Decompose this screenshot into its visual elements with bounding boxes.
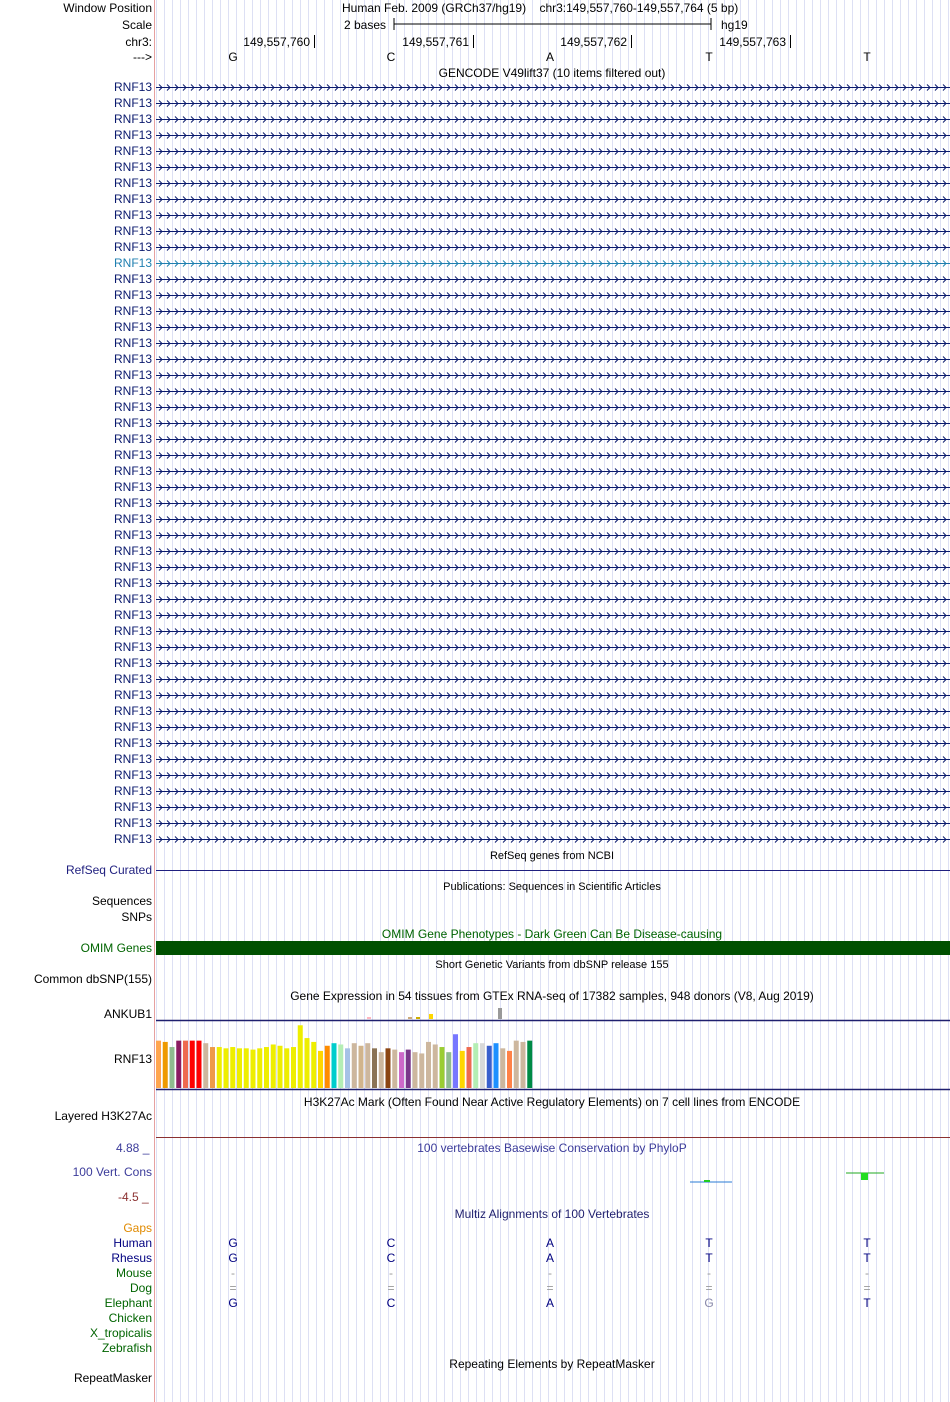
multiz-base: A xyxy=(545,1236,555,1250)
gencode-gene-label[interactable]: RNF13 xyxy=(113,480,152,494)
gtex-rnf13-bar xyxy=(386,1048,391,1088)
gencode-transcript[interactable] xyxy=(156,384,950,398)
gtex-rnf13-bar xyxy=(460,1051,465,1088)
gencode-gene-label[interactable]: RNF13 xyxy=(113,704,152,718)
gencode-transcript[interactable] xyxy=(156,432,950,446)
gtex-rnf13-bar xyxy=(392,1050,397,1088)
gencode-transcript[interactable] xyxy=(156,96,950,110)
gencode-gene-label[interactable]: RNF13 xyxy=(113,544,152,558)
gtex-rnf13-bar xyxy=(325,1046,330,1088)
gtex-rnf13-bar xyxy=(433,1044,438,1088)
gencode-transcript[interactable] xyxy=(156,640,950,654)
gencode-gene-label[interactable]: RNF13 xyxy=(113,96,152,110)
gtex-rnf13-bar xyxy=(183,1041,188,1088)
gtex-rnf13-bar xyxy=(379,1052,384,1088)
multiz-species-label[interactable]: Dog xyxy=(129,1281,152,1295)
gencode-gene-label[interactable]: RNF13 xyxy=(113,784,152,798)
gencode-transcript[interactable] xyxy=(156,272,950,286)
gencode-transcript[interactable] xyxy=(156,320,950,334)
gencode-transcript[interactable] xyxy=(156,480,950,494)
gtex-rnf13-bar xyxy=(500,1048,505,1088)
strand-label: ---> xyxy=(133,50,152,64)
gtex-rnf13-bar xyxy=(426,1042,431,1088)
scale-label: Scale xyxy=(121,18,152,32)
gtex-rnf13-bar xyxy=(406,1050,411,1088)
gencode-transcript[interactable] xyxy=(156,672,950,686)
multiz-base: - xyxy=(231,1266,235,1280)
dbsnp-title[interactable]: Short Genetic Variants from dbSNP release 155 xyxy=(435,959,669,971)
gtex-rnf13-bar xyxy=(527,1041,532,1088)
multiz-base: = xyxy=(387,1281,395,1295)
gtex-rnf13-bar xyxy=(446,1052,451,1088)
gencode-gene-label[interactable]: RNF13 xyxy=(113,560,152,574)
gencode-transcript[interactable] xyxy=(156,656,950,670)
ruler-tick-mark xyxy=(473,35,474,48)
gtex-rnf13-bar xyxy=(251,1050,256,1088)
ruler-tick-mark xyxy=(631,35,632,48)
gtex-gene-ankub1[interactable]: ANKUB1 xyxy=(103,1007,152,1021)
gtex-rnf13-bar xyxy=(359,1046,364,1088)
gtex-gene-rnf13[interactable]: RNF13 xyxy=(113,1052,152,1066)
gtex-ankub1-bar xyxy=(367,1017,371,1019)
gencode-transcript[interactable] xyxy=(156,560,950,574)
gtex-rnf13-bar xyxy=(278,1046,283,1088)
gencode-gene-label[interactable]: RNF13 xyxy=(113,320,152,334)
gtex-rnf13-bar xyxy=(156,1041,161,1088)
omim-feature-bar[interactable] xyxy=(156,941,950,955)
gtex-rnf13-bar xyxy=(291,1047,296,1088)
gencode-gene-label[interactable]: RNF13 xyxy=(113,112,152,126)
multiz-title[interactable]: Multiz Alignments of 100 Vertebrates xyxy=(454,1207,650,1221)
gencode-gene-label[interactable]: RNF13 xyxy=(113,720,152,734)
gencode-transcript[interactable] xyxy=(156,800,950,814)
gencode-transcript[interactable] xyxy=(156,464,950,478)
gencode-transcript[interactable] xyxy=(156,736,950,750)
publications-sequences-label[interactable]: Sequences xyxy=(91,894,152,908)
gencode-gene-label[interactable]: RNF13 xyxy=(113,688,152,702)
gtex-rnf13-bar xyxy=(399,1052,404,1088)
gencode-transcript[interactable] xyxy=(156,512,950,526)
gencode-transcript[interactable] xyxy=(156,832,950,846)
gencode-gene-label[interactable]: RNF13 xyxy=(113,816,152,830)
gencode-transcript[interactable] xyxy=(156,128,950,142)
gtex-rnf13-bar xyxy=(284,1048,289,1088)
gencode-gene-label[interactable]: RNF13 xyxy=(113,80,152,94)
multiz-species-label[interactable]: Human xyxy=(113,1236,152,1250)
gtex-rnf13-bar xyxy=(480,1043,485,1088)
repeatmasker-title[interactable]: Repeating Elements by RepeatMasker xyxy=(449,1357,655,1371)
gtex-rnf13-bar xyxy=(224,1048,229,1088)
gtex-rnf13-bar xyxy=(197,1041,202,1088)
ruler-tick-label: 149,557,761 xyxy=(402,35,469,49)
gencode-transcript[interactable] xyxy=(156,352,950,366)
ruler-base: T xyxy=(863,50,871,64)
gencode-gene-label[interactable]: RNF13 xyxy=(113,736,152,750)
gencode-transcript[interactable] xyxy=(156,336,950,350)
scale-bar[interactable] xyxy=(390,16,715,32)
ruler-tick-label: 149,557,760 xyxy=(243,35,310,49)
gencode-gene-label[interactable]: RNF13 xyxy=(113,304,152,318)
phylop-label[interactable]: 100 Vert. Cons xyxy=(72,1165,152,1179)
multiz-base: T xyxy=(863,1296,871,1310)
gencode-gene-label[interactable]: RNF13 xyxy=(113,160,152,174)
scale-db: hg19 xyxy=(721,18,748,32)
gtex-rnf13-bar xyxy=(244,1048,249,1088)
gencode-gene-label[interactable]: RNF13 xyxy=(113,528,152,542)
multiz-base: - xyxy=(707,1266,711,1280)
gencode-gene-label[interactable]: RNF13 xyxy=(113,464,152,478)
chrom-label: chr3: xyxy=(125,35,152,49)
gtex-rnf13-bar xyxy=(521,1042,526,1088)
gencode-gene-label[interactable]: RNF13 xyxy=(113,368,152,382)
gtex-rnf13-bar xyxy=(440,1047,445,1088)
h3k27ac-baseline xyxy=(156,1137,950,1138)
gencode-transcript[interactable] xyxy=(156,368,950,382)
gencode-transcript[interactable] xyxy=(156,80,950,94)
gencode-gene-label[interactable]: RNF13 xyxy=(113,128,152,142)
gtex-rnf13-bar xyxy=(507,1051,512,1088)
ruler-tick-mark xyxy=(790,35,791,48)
gencode-title[interactable]: GENCODE V49lift37 (10 items filtered out) xyxy=(438,66,666,80)
gtex-rnf13-bar xyxy=(190,1041,195,1088)
multiz-base: G xyxy=(228,1251,238,1265)
gencode-transcript[interactable] xyxy=(156,816,950,830)
refseq-title[interactable]: RefSeq genes from NCBI xyxy=(489,850,615,862)
gencode-transcript[interactable] xyxy=(156,608,950,622)
gencode-transcript[interactable] xyxy=(156,144,950,158)
gencode-gene-label[interactable]: RNF13 xyxy=(113,176,152,190)
gencode-transcript[interactable] xyxy=(156,112,950,126)
gencode-transcript[interactable] xyxy=(156,752,950,766)
gtex-rnf13-bar xyxy=(487,1046,492,1088)
ruler-tick-mark xyxy=(314,35,315,48)
gencode-gene-label[interactable]: RNF13 xyxy=(113,768,152,782)
gtex-ankub1-bar xyxy=(408,1017,412,1019)
multiz-base: = xyxy=(229,1281,237,1295)
ruler-base: T xyxy=(705,50,713,64)
gtex-rnf13-bar xyxy=(217,1047,222,1088)
multiz-base: - xyxy=(548,1266,552,1280)
gencode-gene-label[interactable]: RNF13 xyxy=(113,192,152,206)
gencode-transcript[interactable] xyxy=(156,256,950,270)
gencode-gene-label[interactable]: RNF13 xyxy=(113,800,152,814)
gencode-transcript[interactable] xyxy=(156,576,950,590)
phylop-max-label: 4.88 _ xyxy=(116,1141,150,1155)
gencode-gene-label[interactable]: RNF13 xyxy=(113,608,152,622)
gtex-rnf13-bar xyxy=(264,1047,269,1088)
gencode-transcript[interactable] xyxy=(156,704,950,718)
gencode-gene-label[interactable]: RNF13 xyxy=(113,640,152,654)
gencode-gene-label[interactable]: RNF13 xyxy=(113,592,152,606)
gencode-gene-label[interactable]: RNF13 xyxy=(113,576,152,590)
gtex-rnf13-bar xyxy=(372,1048,377,1088)
repeatmasker-label[interactable]: RepeatMasker xyxy=(73,1371,152,1385)
gtex-rnf13-bar xyxy=(230,1047,235,1088)
gtex-rnf13-bar xyxy=(318,1051,323,1088)
multiz-base: = xyxy=(863,1281,871,1295)
multiz-base: C xyxy=(386,1251,396,1265)
gencode-transcript[interactable] xyxy=(156,192,950,206)
multiz-species-label[interactable]: Rhesus xyxy=(111,1251,152,1265)
gtex-rnf13-bar xyxy=(514,1041,519,1088)
gencode-gene-label[interactable]: RNF13 xyxy=(113,496,152,510)
omim-label[interactable]: OMIM Genes xyxy=(80,941,152,955)
assembly-title[interactable] xyxy=(342,1,738,15)
multiz-gaps-label[interactable]: Gaps xyxy=(123,1221,152,1235)
multiz-species-label[interactable]: Zebrafish xyxy=(101,1341,152,1355)
gtex-rnf13-bar xyxy=(210,1047,215,1088)
gencode-transcript[interactable] xyxy=(156,400,950,414)
gencode-gene-label[interactable]: RNF13 xyxy=(113,144,152,158)
multiz-base: C xyxy=(386,1296,396,1310)
gtex-rnf13-bar xyxy=(419,1053,424,1088)
multiz-base: T xyxy=(863,1236,871,1250)
multiz-species-label[interactable]: Chicken xyxy=(108,1311,152,1325)
gencode-gene-label[interactable]: RNF13 xyxy=(113,240,152,254)
phylop-min-label: -4.5 _ xyxy=(118,1190,149,1204)
gencode-transcript[interactable] xyxy=(156,528,950,542)
gtex-rnf13-bar xyxy=(352,1043,357,1088)
multiz-base: C xyxy=(386,1236,396,1250)
gencode-gene-label[interactable]: RNF13 xyxy=(113,448,152,462)
gencode-transcript[interactable] xyxy=(156,720,950,734)
gencode-transcript[interactable] xyxy=(156,416,950,430)
gencode-transcript[interactable] xyxy=(156,160,950,174)
gtex-rnf13-bar xyxy=(453,1034,458,1088)
multiz-base: G xyxy=(228,1236,238,1250)
gtex-expression-chart[interactable] xyxy=(156,1004,950,1092)
phylop-wiggle[interactable] xyxy=(156,1166,950,1190)
multiz-species-label[interactable]: Mouse xyxy=(115,1266,152,1280)
h3k27ac-title[interactable]: H3K27Ac Mark (Often Found Near Active Regulatory Elements) on 7 cell lines from ENCODE xyxy=(303,1095,801,1109)
multiz-base: - xyxy=(389,1266,393,1280)
multiz-base: = xyxy=(546,1281,554,1295)
gencode-gene-label[interactable]: RNF13 xyxy=(113,400,152,414)
ruler-base: A xyxy=(545,50,555,64)
refseq-feature-line[interactable] xyxy=(156,870,950,871)
gencode-transcript[interactable] xyxy=(156,224,950,238)
ruler-tick-label: 149,557,762 xyxy=(560,35,627,49)
gtex-title[interactable]: Gene Expression in 54 tissues from GTEx RNA-seq of 17382 samples, 948 donors (V8, Aug 2019) xyxy=(290,989,814,1003)
gencode-transcript[interactable] xyxy=(156,768,950,782)
publications-title[interactable]: Publications: Sequences in Scientific Articles xyxy=(443,881,661,893)
gencode-gene-label[interactable]: RNF13 xyxy=(113,752,152,766)
gtex-rnf13-bar xyxy=(365,1043,370,1088)
assembly-name: Human Feb. 2009 (GRCh37/hg19) xyxy=(342,1,527,15)
gencode-transcript[interactable] xyxy=(156,624,950,638)
multiz-base: G xyxy=(704,1296,714,1310)
gencode-transcript[interactable] xyxy=(156,496,950,510)
gencode-gene-label[interactable]: RNF13 xyxy=(113,352,152,366)
gencode-gene-label[interactable]: RNF13 xyxy=(113,384,152,398)
gtex-rnf13-bar xyxy=(311,1042,316,1088)
window-position-label: Window Position xyxy=(63,1,152,15)
gtex-rnf13-bar xyxy=(257,1048,262,1088)
ruler-base: G xyxy=(228,50,238,64)
gencode-transcript[interactable] xyxy=(156,176,950,190)
multiz-base: = xyxy=(705,1281,713,1295)
multiz-base: G xyxy=(228,1296,238,1310)
gencode-transcript[interactable] xyxy=(156,592,950,606)
publications-snps-label[interactable]: SNPs xyxy=(121,910,152,924)
multiz-base: T xyxy=(863,1251,871,1265)
dbsnp-label[interactable]: Common dbSNP(155) xyxy=(33,972,152,986)
gtex-ankub1-bar xyxy=(429,1014,433,1019)
gtex-rnf13-bar xyxy=(203,1043,208,1088)
gtex-rnf13-bar xyxy=(170,1047,175,1088)
gencode-gene-label[interactable]: RNF13 xyxy=(113,672,152,686)
gtex-rnf13-bar xyxy=(332,1043,337,1088)
gencode-gene-label[interactable]: RNF13 xyxy=(113,256,152,270)
gtex-rnf13-bar xyxy=(176,1041,181,1088)
gtex-rnf13-bar xyxy=(345,1048,350,1088)
gencode-transcript[interactable] xyxy=(156,688,950,702)
gtex-rnf13-bar xyxy=(413,1052,418,1088)
multiz-base: T xyxy=(705,1251,713,1265)
multiz-base: A xyxy=(545,1296,555,1310)
position-range: chr3:149,557,760-149,557,764 (5 bp) xyxy=(539,1,739,15)
gencode-gene-label[interactable]: RNF13 xyxy=(113,832,152,846)
h3k27ac-label[interactable]: Layered H3K27Ac xyxy=(54,1109,152,1123)
gtex-ankub1-bar xyxy=(498,1008,502,1019)
scale-text: 2 bases xyxy=(344,18,387,32)
gencode-transcript[interactable] xyxy=(156,784,950,798)
gencode-gene-label[interactable]: RNF13 xyxy=(113,272,152,286)
gtex-rnf13-bar xyxy=(467,1047,472,1088)
gtex-rnf13-bar xyxy=(473,1043,478,1088)
gencode-gene-label[interactable]: RNF13 xyxy=(113,656,152,670)
gtex-rnf13-bar xyxy=(237,1048,242,1088)
gtex-rnf13-bar xyxy=(305,1038,310,1088)
gtex-rnf13-bar xyxy=(163,1042,168,1088)
gtex-rnf13-bar xyxy=(271,1044,276,1088)
omim-title[interactable]: OMIM Gene Phenotypes - Dark Green Can Be Disease-causing xyxy=(381,927,723,941)
ruler-tick-label: 149,557,763 xyxy=(719,35,786,49)
gtex-rnf13-bar xyxy=(298,1025,303,1088)
gtex-rnf13-bar xyxy=(338,1044,343,1088)
gencode-transcript[interactable] xyxy=(156,208,950,222)
multiz-base: T xyxy=(705,1236,713,1250)
gencode-gene-label[interactable]: RNF13 xyxy=(113,512,152,526)
gencode-gene-label[interactable]: RNF13 xyxy=(113,416,152,430)
gtex-rnf13-bar xyxy=(494,1043,499,1088)
gtex-ankub1-bar xyxy=(416,1017,420,1019)
refseq-label[interactable]: RefSeq Curated xyxy=(65,863,152,877)
gencode-gene-label[interactable]: RNF13 xyxy=(113,208,152,222)
label-column-divider xyxy=(154,0,155,1402)
gencode-transcript[interactable] xyxy=(156,544,950,558)
gencode-gene-label[interactable]: RNF13 xyxy=(113,624,152,638)
gencode-gene-label[interactable]: RNF13 xyxy=(113,336,152,350)
multiz-base: - xyxy=(865,1266,869,1280)
gencode-gene-label[interactable]: RNF13 xyxy=(113,432,152,446)
ruler-base: C xyxy=(386,50,396,64)
multiz-species-label[interactable]: Elephant xyxy=(104,1296,152,1310)
phylop-title[interactable]: 100 vertebrates Basewise Conservation by PhyloP xyxy=(417,1141,687,1155)
gencode-gene-label[interactable]: RNF13 xyxy=(113,288,152,302)
gencode-gene-label[interactable]: RNF13 xyxy=(113,224,152,238)
gencode-transcript[interactable] xyxy=(156,240,950,254)
gencode-transcript[interactable] xyxy=(156,288,950,302)
multiz-species-label[interactable]: X_tropicalis xyxy=(89,1326,152,1340)
gencode-transcript[interactable] xyxy=(156,448,950,462)
gencode-transcript[interactable] xyxy=(156,304,950,318)
multiz-base: A xyxy=(545,1251,555,1265)
